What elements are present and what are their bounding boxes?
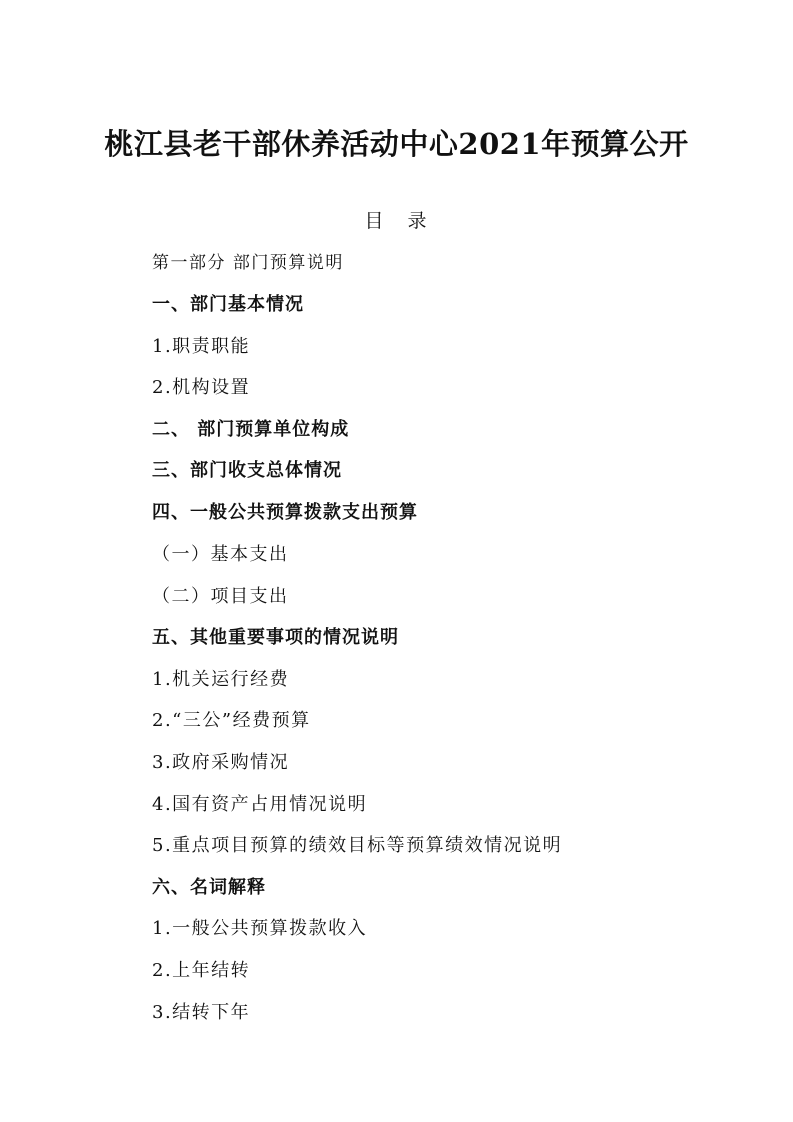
toc-heading [0,206,793,233]
document-title: 桃江县老干部休养活动中心2021年预算公开 [104,127,689,161]
toc-item: 1.机关运行经费 [152,669,290,690]
toc-item: 1.一般公共预算拨款收入 [152,918,368,939]
toc-item: 3.结转下年 [152,1002,251,1023]
toc-item: 1.职责职能 [152,336,251,357]
toc-item: （一）基本支出 [152,544,289,565]
toc-item: 2.机构设置 [152,377,251,398]
toc-item: 五、其他重要事项的情况说明 [152,627,399,648]
toc-item: 四、一般公共预算拨款支出预算 [152,502,418,523]
toc-item: （二）项目支出 [152,586,289,607]
toc-item: 3.政府采购情况 [152,752,290,773]
toc-item: 4.国有资产占用情况说明 [152,794,368,815]
toc-item: 三、部门收支总体情况 [152,460,342,481]
toc-item: 六、名词解释 [152,877,266,898]
toc-item: 2.上年结转 [152,960,251,981]
toc-item: 第一部分 部门预算说明 [152,253,344,273]
toc-item: 2.“三公”经费预算 [152,710,311,731]
toc-heading-right: 录 [407,210,429,232]
toc-item: 5.重点项目预算的绩效目标等预算绩效情况说明 [152,835,563,856]
toc-item: 一、部门基本情况 [152,294,304,315]
toc-heading-left: 目 [364,210,386,232]
toc-item: 二、 部门预算单位构成 [152,419,350,440]
